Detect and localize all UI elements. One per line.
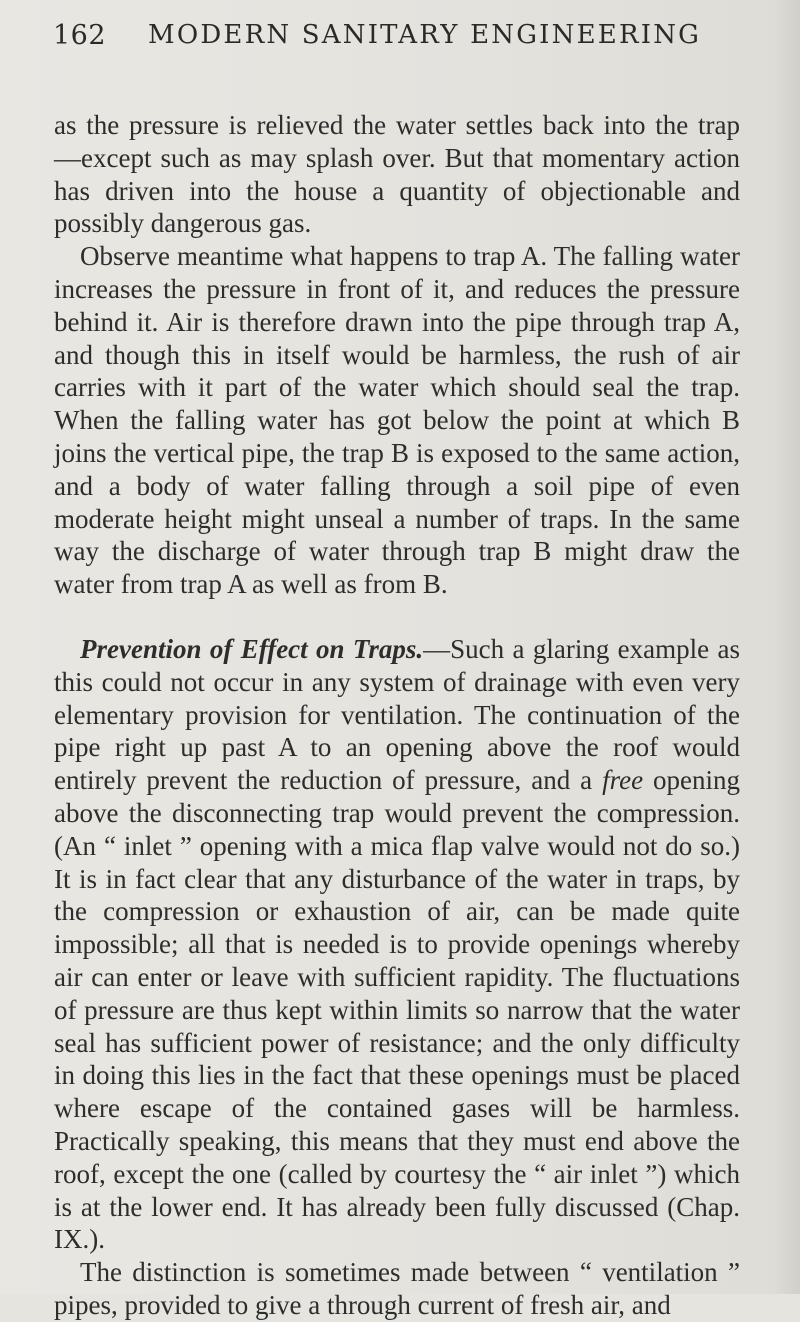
paragraph-text: opening above the disconnecting trap would prevent the compression. (An “ inlet ” opening with a mica flap valve would not do so.) It is in fact clear that any disturbance of the water in traps, by the compression or exhaustion of air, can be made quite impossible; all that is needed is to provide openings whereby air can enter or leave with sufficient rapidity. The fluctuations of pressure are thus kept within limits so narrow that the water seal has sufficient power of resistance; and the only difficulty in doing this lies in the fact that these openings must be placed where escape of the contained gases will be harmless. Practically speaking, this means that they must end above the roof, except the one (called by courtesy the “ air inlet ”) which is at the lower end. It has already been fully discussed (Chap. IX.). xyxy=(54,765,741,1255)
page-edge-shadow xyxy=(774,0,800,1294)
paragraph-continuation: as the pressure is relieved the water settles back into the trap —except such as may splash over. But that momentary action has driven into the house a quantity of objectionable and possibly dangerous gas. xyxy=(54,110,740,239)
section-heading: Prevention of Effect on Traps. xyxy=(80,633,424,664)
emphasis-word: free xyxy=(602,765,644,796)
page-number: 162 xyxy=(53,20,107,51)
paragraph-prevention xyxy=(54,633,740,1256)
paragraph-observe: Observe meantime what happens to trap A. The falling water increases the pressure in front of it, and reduces the pressure behind it. Air is therefore drawn into the pipe through trap A, and though this in itself would be harmless, the rush of air carries with it part of the water which should seal the trap. When the falling water has got below the point at which B joins the vertical pipe, the trap B is exposed to the same action, and a body of water falling through a soil pipe of even moderate height might unseal a number of traps. In the same way the discharge of water through trap B might draw the water from trap A as well as from B. xyxy=(54,241,740,600)
body-text xyxy=(54,109,740,1322)
page-header xyxy=(53,20,760,60)
paragraph-text: —Such a glaring example as this could not occur in any system of drainage with even very elementary provision for ventilation. The continuation of the pipe right up past A to an opening above the roof would entirely prevent the reduction of pressure, and a xyxy=(54,633,740,796)
running-head: MODERN SANITARY ENGINEERING xyxy=(148,20,702,50)
paragraph-distinction: The distinction is sometimes made between “ ventilation ” pipes, provided to give a through current of fresh air, and xyxy=(54,1257,740,1320)
